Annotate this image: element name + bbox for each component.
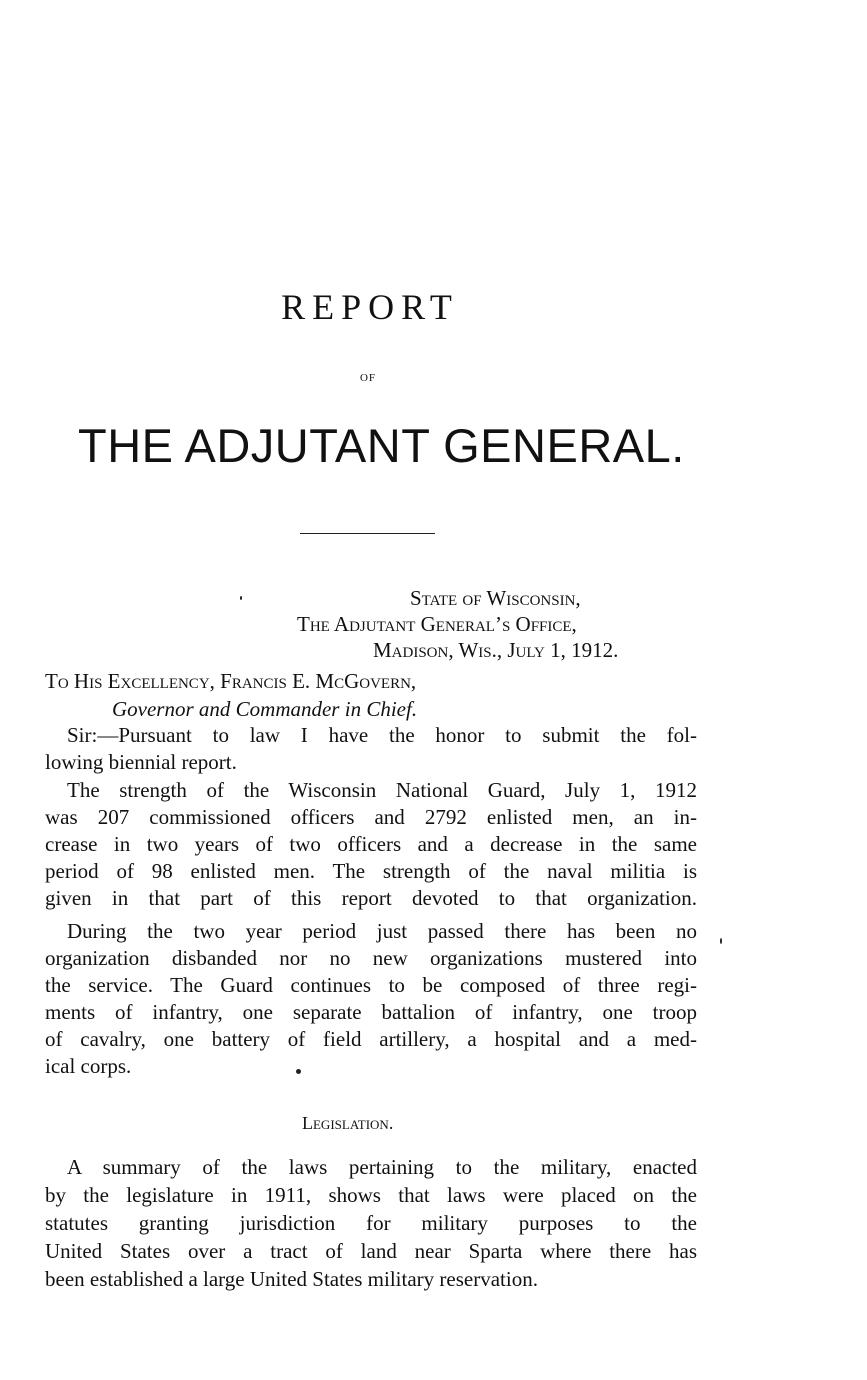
address-title: Governor and Commander in Chief.: [112, 697, 418, 721]
report-title-of: OF: [359, 372, 377, 384]
paragraph-line: ical corps.: [45, 1054, 132, 1079]
paragraph-line: by the legislature in 1911, shows that laws were placed on the: [45, 1183, 697, 1207]
paragraph-line: period of 98 enlisted men. The strength of the naval militia is: [45, 859, 697, 884]
address-to: [45, 668, 416, 694]
report-main-title: THE ADJUTANT GENERAL.: [78, 419, 685, 472]
heading-line-state: State of Wisconsin,: [410, 586, 581, 610]
scan-speck: [296, 1069, 301, 1074]
address-to-text: To His Excellency, Francis E. McGovern,: [45, 669, 417, 693]
paragraph-legislation: [45, 1153, 697, 1293]
paragraph-strength: [45, 777, 697, 912]
paragraph-line: crease in two years of two officers and a decrease in the same: [45, 832, 697, 857]
paragraph-line: of cavalry, one battery of field artillery, a hospital and a med-: [45, 1027, 697, 1052]
section-heading-legislation: Legislation.: [302, 1113, 394, 1133]
paragraph-line: A summary of the laws pertaining to the military, enacted: [67, 1155, 697, 1179]
heading-line-office: The Adjutant General’s Office,: [297, 612, 577, 636]
paragraph-line: During the two year period just passed there has been no: [67, 919, 697, 943]
title-divider: [300, 533, 435, 534]
paragraph-line: The strength of the Wisconsin National Guard, July 1, 1912: [67, 778, 697, 802]
paragraph-line: was 207 commissioned officers and 2792 enlisted men, an in-: [45, 805, 697, 830]
paragraph-line: Sir:—Pursuant to law I have the honor to submit the fol-: [67, 723, 697, 747]
paragraph-line: organization disbanded nor no new organizations mustered into: [45, 946, 697, 971]
heading-line-date: Madison, Wis., July 1, 1912.: [373, 638, 619, 662]
paragraph-line: statutes granting jurisdiction for military purposes to the: [45, 1211, 697, 1235]
paragraph-organization: [45, 918, 697, 1081]
paragraph-line: ments of infantry, one separate battalion of infantry, one troop: [45, 1000, 697, 1025]
report-title: REPORT: [281, 287, 459, 327]
paragraph-line: been established a large United States military reservation.: [45, 1267, 538, 1291]
paragraph-line: given in that part of this report devoted to that organization.: [45, 886, 697, 911]
scan-speck: [240, 596, 242, 600]
paragraph-line: the service. The Guard continues to be composed of three regi-: [45, 973, 697, 998]
paragraph-line: United States over a tract of land near Sparta where there has: [45, 1239, 697, 1263]
paragraph-line: lowing biennial report.: [45, 750, 237, 775]
scan-speck: [720, 938, 722, 944]
paragraph-introduction: [45, 722, 697, 776]
